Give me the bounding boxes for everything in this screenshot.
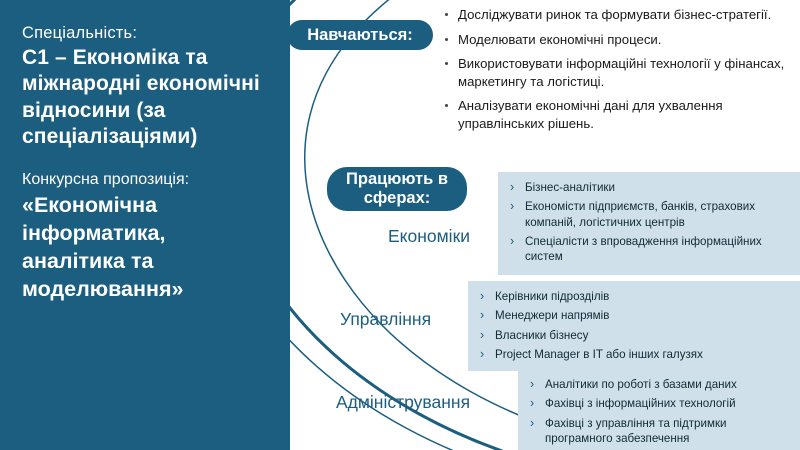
list-item: Використовувати інформаційні технології у фінансах, маркетингу та логістиці.: [443, 55, 793, 90]
list-item: › Фахівці з інформаційних технологій: [528, 396, 792, 411]
sphere-label-management: Управління: [340, 309, 432, 329]
offer-value: «Економічна інформатика, аналітика та моделювання»: [22, 192, 184, 301]
specialty-label: Спеціальність:: [22, 24, 138, 42]
list-item: › Спеціалісти з впровадження інформаційних систем: [508, 234, 792, 265]
left-info-panel: [0, 0, 290, 450]
list-item: › Керівники підрозділів: [478, 289, 792, 304]
sphere-box-administration: [518, 369, 800, 450]
list-item: › Власники бізнесу: [478, 328, 792, 343]
list-item: Досліджувати ринок та формувати бізнес-стратегії.: [443, 6, 793, 24]
sphere-box-economy: [498, 172, 800, 275]
list-item: Аналізувати економічні дані для ухвалення управлінських рішень.: [443, 97, 793, 132]
list-item: Моделювати економічні процеси.: [443, 31, 793, 49]
list-item: › Project Manager в IT або інших галузях: [478, 347, 792, 362]
offer-label: Конкурсна пропозиція:: [22, 170, 190, 188]
pill-work-header: Працюють в сферах:: [327, 167, 467, 211]
list-item: › Бізнес-аналітики: [508, 180, 792, 195]
pill-learn-header: Навчаються:: [287, 20, 433, 50]
learn-outcomes-list: [443, 6, 793, 139]
list-item: › Економісти підприємств, банків, страхових компаній, логістичних центрів: [508, 199, 792, 230]
sphere-label-administration: Адміністрування: [336, 392, 471, 412]
specialty-value: C1 – Економіка та міжнародні економічні відносини (за спеціалізаціями): [22, 46, 260, 149]
sphere-box-management: [468, 281, 800, 371]
list-item: › Фахівці з управління та підтримки програмного забезпечення: [528, 416, 792, 447]
sphere-label-economy: Економіки: [388, 226, 471, 246]
list-item: › Менеджери напрямів: [478, 308, 792, 323]
panel-spacer: [22, 151, 272, 171]
list-item: › Аналітики по роботі з базами даних: [528, 377, 792, 392]
